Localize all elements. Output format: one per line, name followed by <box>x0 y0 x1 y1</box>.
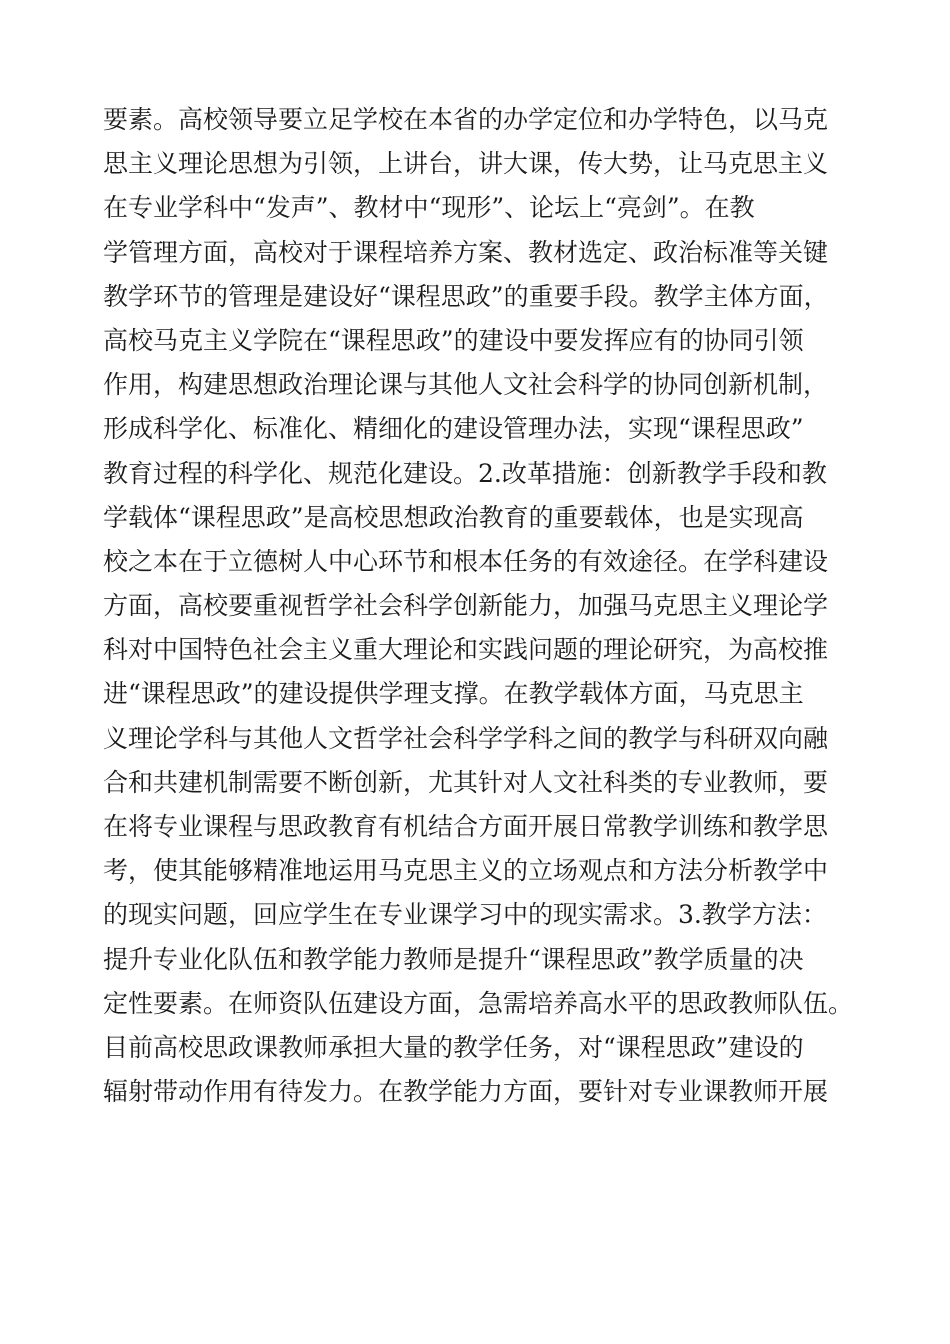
text-line: 定性要素。在师资队伍建设方面，急需培养高水平的思政教师队伍。 <box>103 988 854 1018</box>
text-line: 合和共建机制需要不断创新，尤其针对人文社科类的专业教师，要 <box>103 767 829 797</box>
text-line: 高校马克主义学院在“课程思政”的建设中要发挥应有的协同引领 <box>103 325 804 355</box>
text-line: 在将专业课程与思政教育有机结合方面开展日常教学训练和教学思 <box>103 812 829 841</box>
text-line: 教学环节的管理是建设好“课程思政”的重要手段。教学主体方面， <box>103 281 829 311</box>
text-line: 形成科学化、标准化、精细化的建设管理办法，实现“课程思政” <box>103 414 804 444</box>
text-line: 在专业学科中“发声”、教材中“现形”、论坛上“亮剑”。在教 <box>103 193 755 223</box>
text-line: 学管理方面，高校对于课程培养方案、教材选定、政治标准等关键 <box>103 237 829 267</box>
text-line: 进“课程思政”的建设提供学理支撑。在教学载体方面，马克思主 <box>103 679 804 709</box>
text-line: 科对中国特色社会主义重大理论和实践问题的理论研究，为高校推 <box>103 635 829 665</box>
text-line: 目前高校思政课教师承担大量的教学任务，对“课程思政”建设的 <box>103 1032 804 1062</box>
text-line: 辐射带动作用有待发力。在教学能力方面，要针对专业课教师开展 <box>103 1077 829 1107</box>
text-line: 义理论学科与其他人文哲学社会科学学科之间的教学与科研双向融 <box>103 723 829 753</box>
text-line: 校之本在于立德树人中心环节和根本任务的有效途径。在学科建设 <box>103 546 829 576</box>
text-line: 教育过程的科学化、规范化建设。2.改革措施：创新教学手段和教 <box>103 458 827 488</box>
body-text <box>103 98 863 1114</box>
text-line: 的现实问题，回应学生在专业课学习中的现实需求。3.教学方法： <box>103 900 827 930</box>
text-line: 提升专业化队伍和教学能力教师是提升“课程思政”教学质量的决 <box>103 944 804 974</box>
text-line: 作用，构建思想政治理论课与其他人文社会科学的协同创新机制， <box>103 370 829 400</box>
text-line: 学载体“课程思政”是高校思想政治教育的重要载体，也是实现高 <box>103 502 804 532</box>
text-line: 思主义理论思想为引领，上讲台，讲大课，传大势，让马克思主义 <box>103 149 829 179</box>
text-line: 要素。高校领导要立足学校在本省的办学定位和办学特色，以马克 <box>103 105 829 134</box>
text-line: 考，使其能够精准地运用马克思主义的立场观点和方法分析教学中 <box>103 856 829 886</box>
text-line: 方面，高校要重视哲学社会科学创新能力，加强马克思主义理论学 <box>103 591 829 621</box>
